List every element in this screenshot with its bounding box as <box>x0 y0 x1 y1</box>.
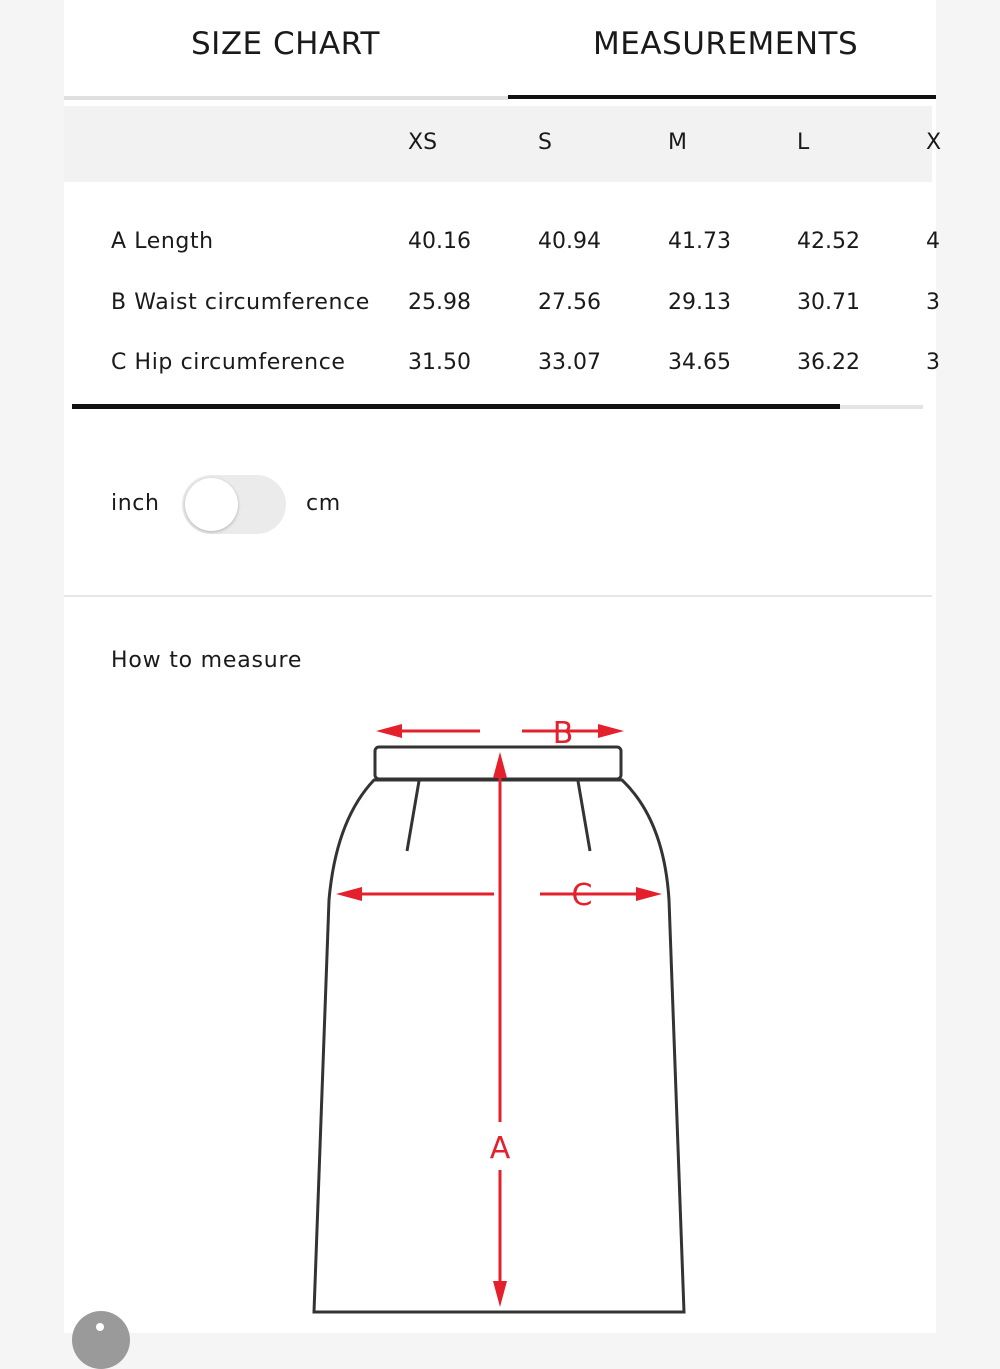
row-label-hip: C Hip circumference <box>111 350 346 375</box>
tab-active-indicator <box>508 95 936 99</box>
tab-size-chart[interactable]: SIZE CHART <box>191 26 380 62</box>
size-header-s: S <box>538 130 552 155</box>
table-cell: 29.13 <box>668 290 731 315</box>
tab-measurements[interactable]: MEASUREMENTS <box>593 26 859 62</box>
accessibility-icon-head <box>96 1323 104 1331</box>
row-label-length: A Length <box>111 229 214 254</box>
table-cell: 3 <box>926 290 940 315</box>
table-cell: 41.73 <box>668 229 731 254</box>
toggle-knob <box>185 478 238 531</box>
table-cell: 3 <box>926 350 940 375</box>
section-divider <box>64 595 932 597</box>
table-cell: 40.16 <box>408 229 471 254</box>
table-cell: 42.52 <box>797 229 860 254</box>
marker-a: A <box>489 1131 511 1166</box>
table-cell: 36.22 <box>797 350 860 375</box>
marker-b: B <box>552 716 574 751</box>
table-cell: 27.56 <box>538 290 601 315</box>
accessibility-icon[interactable] <box>72 1311 130 1369</box>
size-guide-panel <box>64 0 942 1333</box>
table-cell: 31.50 <box>408 350 471 375</box>
size-header-l: L <box>797 130 810 155</box>
row-label-waist: B Waist circumference <box>111 290 370 315</box>
table-cell: 4 <box>926 229 940 254</box>
table-cell: 25.98 <box>408 290 471 315</box>
unit-toggle[interactable] <box>182 475 286 534</box>
skirt-measure-diagram <box>314 700 754 1333</box>
table-cell: 33.07 <box>538 350 601 375</box>
table-cell: 40.94 <box>538 229 601 254</box>
size-header-xs: XS <box>408 130 438 155</box>
size-header-m: M <box>668 130 687 155</box>
horizontal-scrollbar-thumb[interactable] <box>72 404 840 409</box>
tab-underline <box>64 96 508 100</box>
marker-c: C <box>571 878 593 913</box>
table-cell: 34.65 <box>668 350 731 375</box>
unit-label-inch[interactable]: inch <box>111 491 160 516</box>
size-header-xl: X <box>926 130 942 155</box>
unit-label-cm[interactable]: cm <box>306 491 341 516</box>
how-to-measure-title: How to measure <box>111 648 303 673</box>
table-cell: 30.71 <box>797 290 860 315</box>
